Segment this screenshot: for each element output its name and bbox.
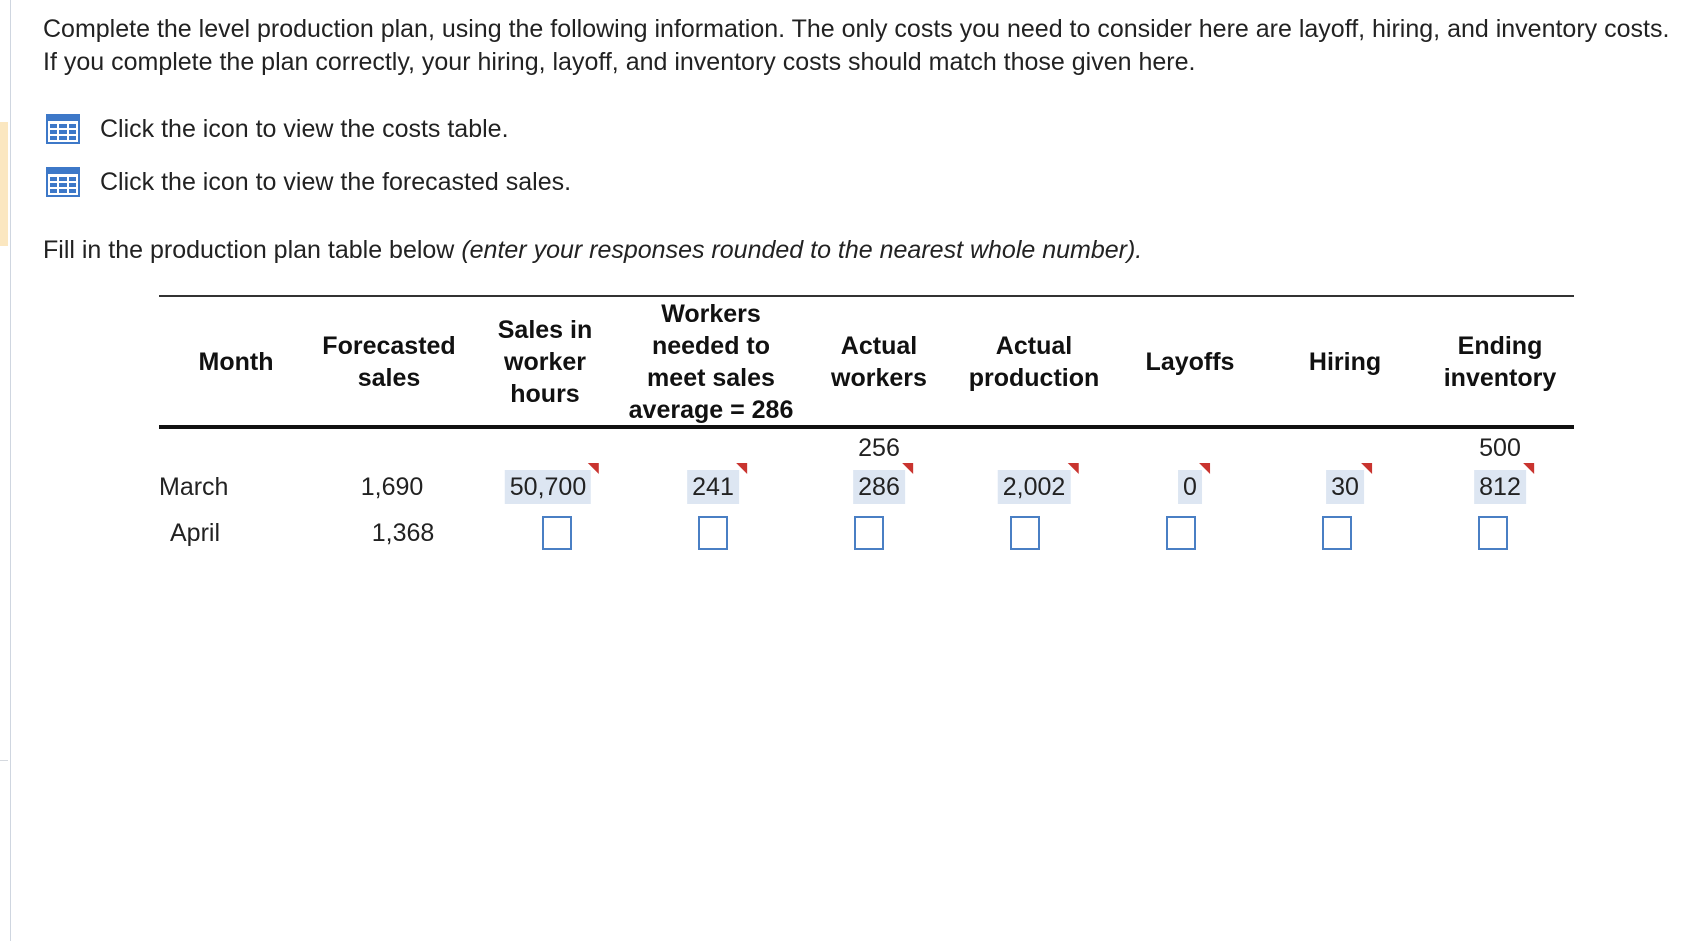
instructions-paragraph: Complete the level production plan, using the following information. The only costs you need to consider here are layoff, hiring, and inventory costs. If you complete the plan correctly, your hiring, layoff, and inventory costs should match those given here. xyxy=(43,15,1670,76)
flag-icon xyxy=(1523,463,1534,474)
header-line: workers xyxy=(831,364,927,392)
header-line: sales xyxy=(357,364,421,392)
flag-icon xyxy=(1067,463,1078,474)
costs-link-text[interactable]: Click the icon to view the costs table. xyxy=(100,114,509,143)
forecasted-sales-link[interactable] xyxy=(46,165,571,199)
header-layoffs xyxy=(1146,346,1235,378)
answer-layoffs[interactable] xyxy=(1178,470,1202,504)
ending-inventory-input[interactable] xyxy=(1478,516,1508,550)
initial-actual-workers: 256 xyxy=(858,434,900,462)
actual-workers-input[interactable] xyxy=(854,516,884,550)
fill-in-note: (enter your responses rounded to the nearest whole number). xyxy=(461,236,1143,264)
layoffs-input[interactable] xyxy=(1166,516,1196,550)
hiring-input[interactable] xyxy=(1322,516,1352,550)
header-line: Actual xyxy=(840,332,918,360)
answer-value: 286 xyxy=(858,473,900,501)
header-line: Workers xyxy=(661,300,761,328)
header-month xyxy=(199,346,274,378)
row-forecasted-sales: 1,368 xyxy=(371,519,435,547)
flag-icon xyxy=(736,463,747,474)
header-actual-production xyxy=(969,330,1100,394)
flag-icon xyxy=(1199,463,1210,474)
header-line: Layoffs xyxy=(1145,348,1235,376)
header-sales-in-worker-hours xyxy=(498,314,593,410)
answer-hiring[interactable] xyxy=(1326,470,1364,504)
left-tick xyxy=(0,760,8,761)
fill-in-lead: Fill in the production plan table below xyxy=(43,236,462,264)
header-line: Sales in xyxy=(497,316,593,344)
row-month: March xyxy=(159,473,229,501)
answer-value: 2,002 xyxy=(1002,473,1066,501)
flag-icon xyxy=(902,463,913,474)
header-line: average = 286 xyxy=(628,396,794,424)
header-line: worker xyxy=(504,348,586,376)
flag-icon xyxy=(1361,463,1372,474)
answer-value: 241 xyxy=(692,473,734,501)
header-hiring xyxy=(1309,346,1381,378)
fill-in-instructions xyxy=(43,236,1142,265)
header-forecasted-sales xyxy=(322,330,455,394)
costs-table-link[interactable] xyxy=(46,112,509,146)
answer-sales-hours[interactable] xyxy=(505,470,591,504)
row-month: April xyxy=(169,519,221,547)
workers-needed-input[interactable] xyxy=(698,516,728,550)
table-icon[interactable] xyxy=(46,167,80,197)
table-header-rule xyxy=(159,425,1574,429)
left-highlight-bar xyxy=(0,122,8,246)
header-line: Actual xyxy=(995,332,1073,360)
initial-ending-inventory: 500 xyxy=(1479,434,1521,462)
actual-production-input[interactable] xyxy=(1010,516,1040,550)
header-line: meet sales xyxy=(647,364,775,392)
answer-value: 30 xyxy=(1331,473,1359,501)
header-line: Hiring xyxy=(1308,348,1382,376)
answer-value: 0 xyxy=(1183,473,1197,501)
table-icon[interactable] xyxy=(46,114,80,144)
row-forecasted-sales: 1,690 xyxy=(360,473,424,501)
answer-value: 50,700 xyxy=(509,473,587,501)
flag-icon xyxy=(588,463,599,474)
answer-value: 812 xyxy=(1479,473,1521,501)
forecast-link-text[interactable]: Click the icon to view the forecasted sales. xyxy=(100,167,572,196)
answer-actual-workers[interactable] xyxy=(853,470,905,504)
table-top-rule xyxy=(159,295,1574,297)
header-line: Forecasted xyxy=(322,332,456,360)
left-border xyxy=(10,0,11,941)
answer-workers-needed[interactable] xyxy=(687,470,739,504)
header-line: needed to xyxy=(651,332,771,360)
answer-ending-inventory[interactable] xyxy=(1474,470,1526,504)
header-ending-inventory xyxy=(1444,330,1557,394)
header-line: hours xyxy=(510,380,580,408)
header-line: Month xyxy=(198,348,274,376)
header-line: Ending xyxy=(1457,332,1543,360)
sales-hours-input[interactable] xyxy=(542,516,572,550)
header-actual-workers xyxy=(831,330,927,394)
header-line: production xyxy=(968,364,1100,392)
header-workers-needed xyxy=(629,298,794,426)
answer-actual-production[interactable] xyxy=(998,470,1071,504)
header-line: inventory xyxy=(1443,364,1557,392)
